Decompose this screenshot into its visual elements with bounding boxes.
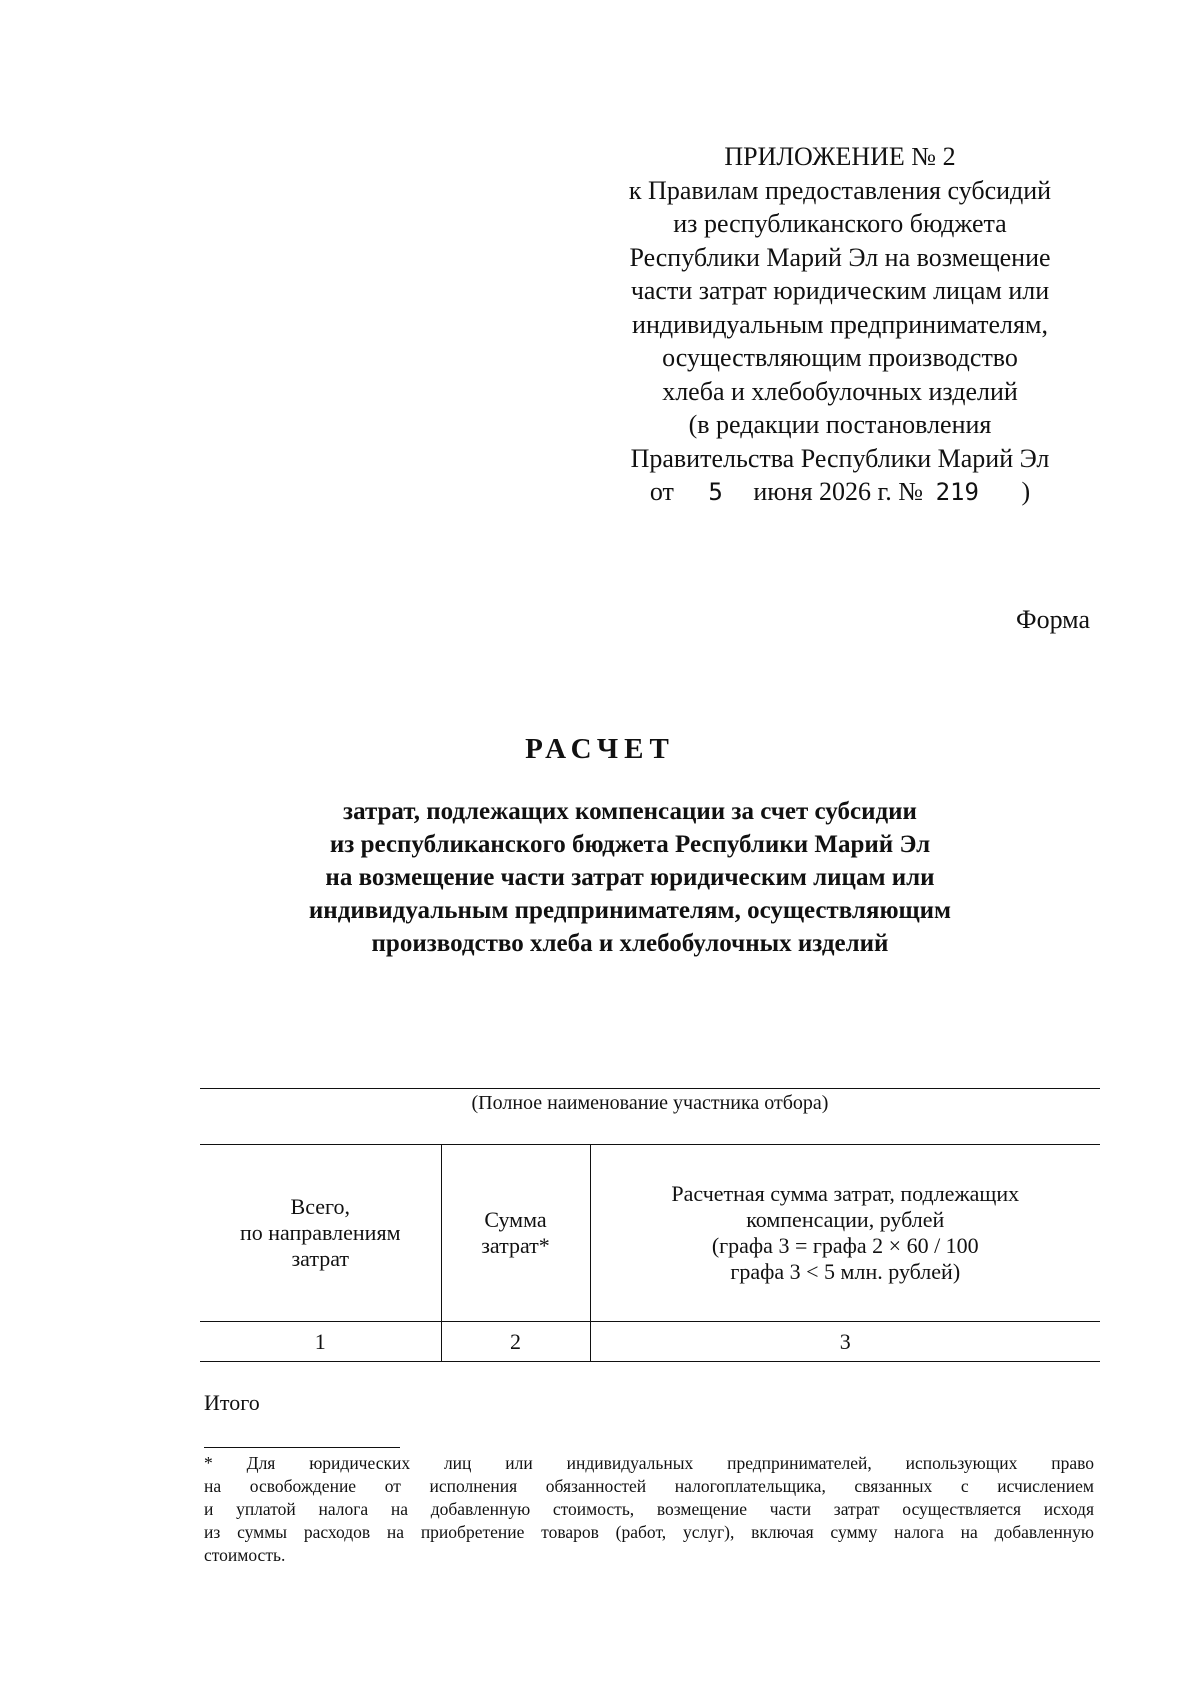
resolution-number: 219	[935, 478, 979, 506]
header-cost-sum: Сумма затрат*	[441, 1145, 590, 1322]
footnote-line: стоимость.	[204, 1545, 286, 1565]
appendix-line: к Правилам предоставления субсидий	[628, 175, 1052, 205]
subtitle-line: затрат, подлежащих компенсации за счет субсидии	[343, 798, 917, 825]
column-number-row	[200, 1322, 1100, 1362]
date-day: 5	[708, 478, 723, 506]
footnote	[204, 1452, 1094, 1567]
subtitle-line: на возмещение части затрат юридическим лицам или	[325, 864, 935, 891]
resolution-date-line	[560, 475, 1120, 510]
subtitle-line: индивидуальным предпринимателям, осуществляющим	[308, 897, 952, 924]
appendix-line: из республиканского бюджета	[673, 209, 1007, 238]
form-label: Форма	[1016, 605, 1090, 634]
appendix-line: Республики Марий Эл на возмещение	[629, 242, 1051, 272]
appendix-header	[560, 140, 1120, 510]
document-title: РАСЧЕТ	[525, 733, 675, 765]
footnote-line: из суммы расходов на приобретение товаров (работ, услуг), включая сумму налога на добавленную	[204, 1522, 1094, 1542]
footnote-line: на освобождение от исполнения обязанностей налогоплательщика, связанных с исчислением	[204, 1476, 1094, 1496]
appendix-line: осуществляющим производство	[662, 343, 1018, 372]
date-prefix: от	[649, 477, 674, 506]
column-number: 1	[200, 1322, 441, 1362]
header-total-by-direction: Всего, по направлениям затрат	[200, 1145, 441, 1322]
appendix-line: Правительства Республики Марий Эл	[630, 443, 1050, 473]
participant-caption: (Полное наименование участника отбора)	[471, 1092, 829, 1114]
header-estimated-compensation: Расчетная сумма затрат, подлежащих компенсации, рублей (графа 3 = графа 2 × 60 / 100 графа 3 < 5 млн. рублей)	[590, 1145, 1100, 1322]
appendix-line: (в редакции постановления	[688, 410, 992, 439]
document-subtitle	[180, 795, 1080, 960]
subtitle-line: производство хлеба и хлебобулочных изделий	[371, 930, 889, 957]
column-number: 2	[441, 1322, 590, 1362]
participant-name-line	[200, 1088, 1100, 1089]
appendix-line: хлеба и хлебобулочных изделий	[662, 376, 1018, 406]
footnote-separator	[204, 1447, 400, 1448]
appendix-title: ПРИЛОЖЕНИЕ № 2	[724, 142, 956, 171]
table-header-row	[200, 1145, 1100, 1322]
total-label: Итого	[204, 1390, 260, 1415]
footnote-line: * Для юридических лиц или индивидуальных предпринимателей, использующих право	[204, 1453, 1094, 1473]
date-month-year: июня 2026 г. №	[753, 477, 924, 506]
subtitle-line: из республиканского бюджета Республики Марий Эл	[329, 831, 931, 858]
calculation-table	[200, 1144, 1100, 1362]
date-suffix: )	[1021, 477, 1031, 506]
footnote-line: и уплатой налога на добавленную стоимость, возмещение части затрат осуществляется исходя	[204, 1499, 1094, 1519]
column-number: 3	[590, 1322, 1100, 1362]
appendix-line: индивидуальным предпринимателям,	[632, 309, 1048, 339]
appendix-line: части затрат юридическим лицам или	[630, 276, 1050, 305]
